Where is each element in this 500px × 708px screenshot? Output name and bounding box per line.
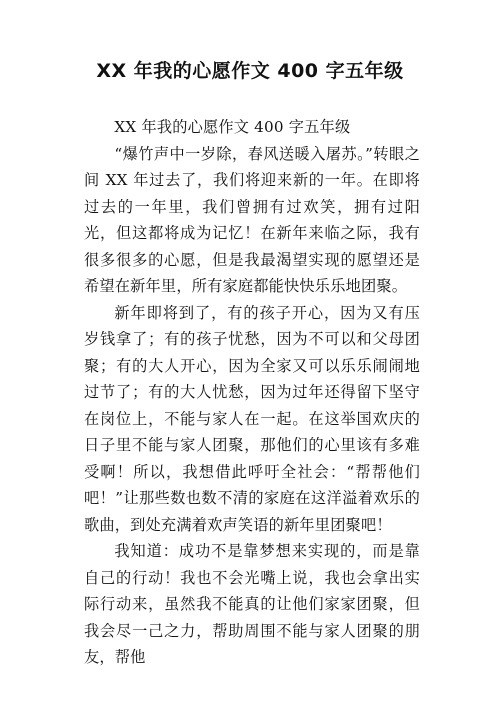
paragraph: 我知道：成功不是靠梦想来实现的，而是靠自己的行动！我也不会光嘴上说，我也会拿出实际行动来，虽然我不能真的让他们家家团聚，但我会尽一己之力，帮助周围不能与家人团聚的朋友，帮他 (84, 542, 420, 666)
paragraph: “爆竹声中一岁除，春风送暖入屠苏。”转眼之间 XX 年过去了，我们将迎来新的一年。在即将过去的一年里，我们曾拥有过欢笑，拥有过阳光，但这都将成为记忆！在新年来临之际，我有很多很多的心愿，但是我最渴望实现的愿望还是希望在新年里，所有家庭都能快快乐乐地团聚。 (84, 144, 420, 295)
document-body (84, 114, 420, 671)
paragraph: XX 年我的心愿作文 400 字五年级 (114, 118, 351, 136)
paragraph: 新年即将到了，有的孩子开心，因为又有压岁钱拿了；有的孩子忧愁，因为不可以和父母团聚；有的大人开心，因为全家又可以乐乐闹闹地过节了；有的大人忧愁，因为过年还得留下坚守在岗位上，不能与家人在一起。在这举国欢庆的日子里不能与家人团聚，那他们的心里该有多难受啊！所以，我想借此呼吁全社会：“帮帮他们吧！”让那些数也数不清的家庭在这洋溢着欢乐的歌曲，到处充满着欢声笑语的新年里团聚吧！ (84, 303, 420, 534)
document-title: XX 年我的心愿作文 400 字五年级 (96, 60, 404, 82)
